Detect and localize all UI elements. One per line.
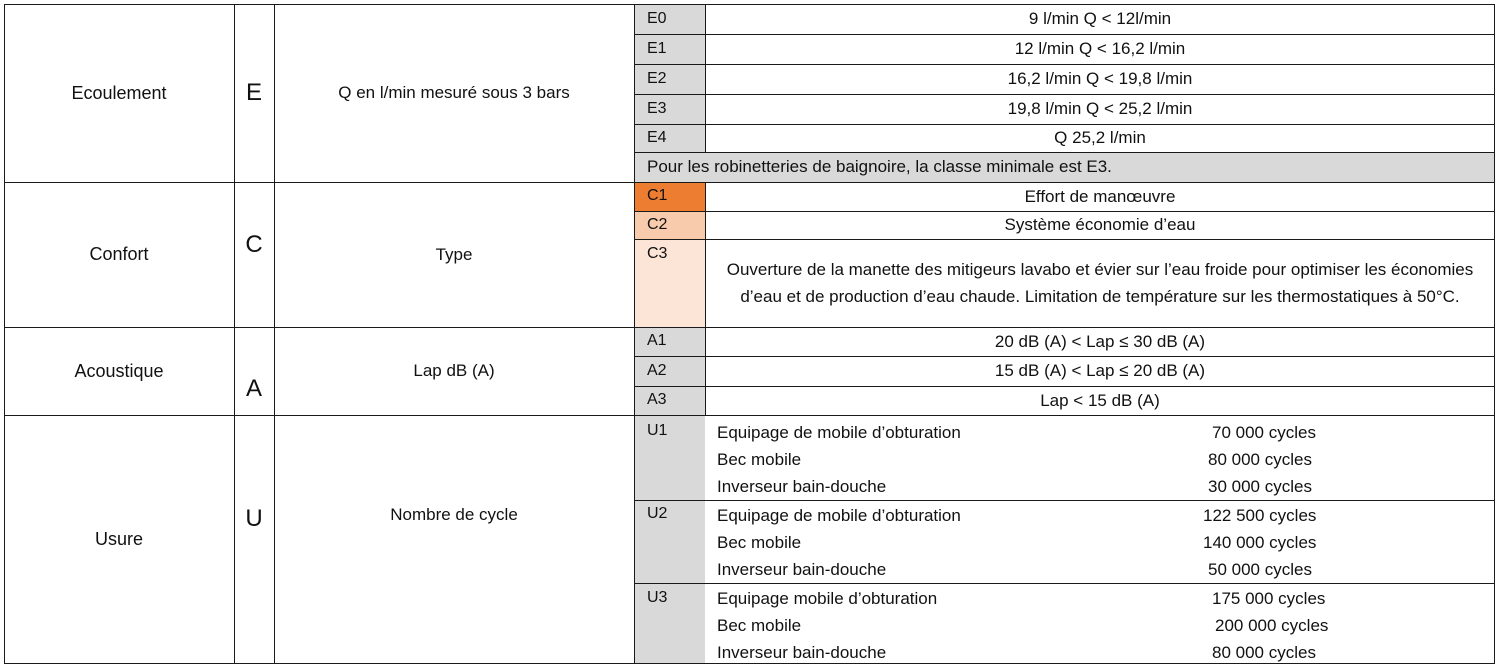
usure-item-cycles: 80 000 cycles bbox=[1212, 643, 1316, 662]
border-right bbox=[1494, 4, 1495, 664]
group-divider bbox=[4, 182, 1495, 183]
class-code-u2: U2 bbox=[634, 500, 705, 583]
group-divider bbox=[4, 327, 1495, 328]
row-measure-usure: Nombre de cycle bbox=[390, 505, 518, 525]
usure-item-name: Inverseur bain-douche bbox=[717, 560, 887, 579]
row-measure-confort: Type bbox=[435, 244, 473, 264]
class-code-c2: C2 bbox=[634, 211, 705, 239]
class-value-c2: Système économie d’eau bbox=[1004, 215, 1196, 235]
row-divider bbox=[634, 583, 1495, 584]
row-divider bbox=[634, 500, 1495, 501]
class-value-e0: 9 l/min Q < 12l/min bbox=[1028, 9, 1172, 29]
column-divider bbox=[634, 4, 635, 664]
usure-item-cycles: 50 000 cycles bbox=[1208, 560, 1312, 579]
row-measure-acoustique: Lap dB (A) bbox=[413, 361, 495, 381]
usure-item-cycles: 30 000 cycles bbox=[1208, 477, 1312, 496]
row-letter-c: C bbox=[245, 231, 263, 259]
class-code-e0: E0 bbox=[634, 4, 705, 34]
usure-item-name: Inverseur bain-douche bbox=[717, 643, 887, 662]
usure-item-cycles: 80 000 cycles bbox=[1208, 450, 1312, 469]
class-value-e2: 16,2 l/min Q < 19,8 l/min bbox=[1007, 69, 1193, 89]
class-value-a3: Lap < 15 dB (A) bbox=[1040, 390, 1160, 410]
row-letter-u: U bbox=[245, 505, 263, 533]
code-divider bbox=[705, 182, 706, 415]
usure-item-name: Bec mobile bbox=[717, 450, 802, 469]
row-letter-a: A bbox=[245, 375, 262, 403]
usure-item-cycles: 140 000 cycles bbox=[1203, 533, 1317, 552]
row-divider bbox=[634, 64, 1495, 65]
class-value-c3: Ouverture de la manette des mitigeurs lavabo et évier sur l’eau froide pour optimiser les économies d’eau et de production d’eau chaude. Limitation de température sur les thermostatiques à 50°C. bbox=[726, 260, 1474, 306]
class-value-c1: Effort de manœuvre bbox=[1024, 186, 1176, 206]
row-letter-e: E bbox=[245, 79, 262, 107]
row-label-confort: Confort bbox=[89, 244, 149, 265]
row-divider bbox=[634, 211, 1495, 212]
code-divider bbox=[705, 4, 706, 152]
row-divider bbox=[634, 34, 1495, 35]
usure-item-name: Equipage de mobile d’obturation bbox=[717, 423, 961, 442]
class-code-e3: E3 bbox=[634, 94, 705, 124]
row-divider bbox=[634, 152, 1495, 153]
class-value-a1: 20 dB (A) < Lap ≤ 30 dB (A) bbox=[994, 331, 1206, 351]
usure-item-name: Equipage de mobile d’obturation bbox=[717, 506, 961, 525]
row-label-usure: Usure bbox=[94, 528, 143, 549]
row-label-acoustique: Acoustique bbox=[74, 360, 164, 381]
usure-item-name: Equipage mobile d’obturation bbox=[717, 589, 938, 608]
class-code-e4: E4 bbox=[634, 124, 705, 152]
row-divider bbox=[634, 124, 1495, 125]
border-left bbox=[4, 4, 5, 664]
row-divider bbox=[634, 356, 1495, 357]
column-divider bbox=[274, 4, 275, 664]
row-divider bbox=[634, 386, 1495, 387]
usure-item-cycles: 200 000 cycles bbox=[1215, 616, 1329, 635]
usure-item-cycles: 70 000 cycles bbox=[1212, 423, 1316, 442]
usure-item-name: Bec mobile bbox=[717, 533, 802, 552]
class-code-c3: C3 bbox=[634, 239, 705, 327]
class-value-e4: Q 25,2 l/min bbox=[1054, 128, 1146, 148]
class-code-a1: A1 bbox=[634, 327, 705, 356]
row-measure-ecoulement: Q en l/min mesuré sous 3 bars bbox=[338, 83, 570, 103]
border-top bbox=[4, 4, 1495, 5]
row-divider bbox=[634, 94, 1495, 95]
class-code-u1: U1 bbox=[634, 415, 705, 500]
class-code-e2: E2 bbox=[634, 64, 705, 94]
class-value-e1: 12 l/min Q < 16,2 l/min bbox=[1014, 39, 1186, 59]
usure-item-cycles: 175 000 cycles bbox=[1212, 589, 1326, 608]
class-code-e1: E1 bbox=[634, 34, 705, 64]
ecoulement-note: Pour les robinetteries de baignoire, la classe minimale est E3. bbox=[634, 152, 1495, 182]
row-divider bbox=[634, 239, 1495, 240]
class-value-e3: 19,8 l/min Q < 25,2 l/min bbox=[1007, 99, 1193, 119]
class-code-a2: A2 bbox=[634, 356, 705, 386]
usure-item-name: Bec mobile bbox=[717, 616, 802, 635]
usure-item-name: Inverseur bain-douche bbox=[717, 477, 887, 496]
class-value-a2: 15 dB (A) < Lap ≤ 20 dB (A) bbox=[994, 361, 1206, 381]
class-code-c1: C1 bbox=[634, 182, 705, 211]
class-code-u3: U3 bbox=[634, 583, 705, 663]
row-label-ecoulement: Ecoulement bbox=[71, 82, 167, 103]
group-divider bbox=[4, 415, 1495, 416]
border-bottom bbox=[4, 663, 1495, 664]
class-code-a3: A3 bbox=[634, 386, 705, 415]
usure-item-cycles: 122 500 cycles bbox=[1203, 506, 1317, 525]
column-divider bbox=[234, 4, 235, 664]
